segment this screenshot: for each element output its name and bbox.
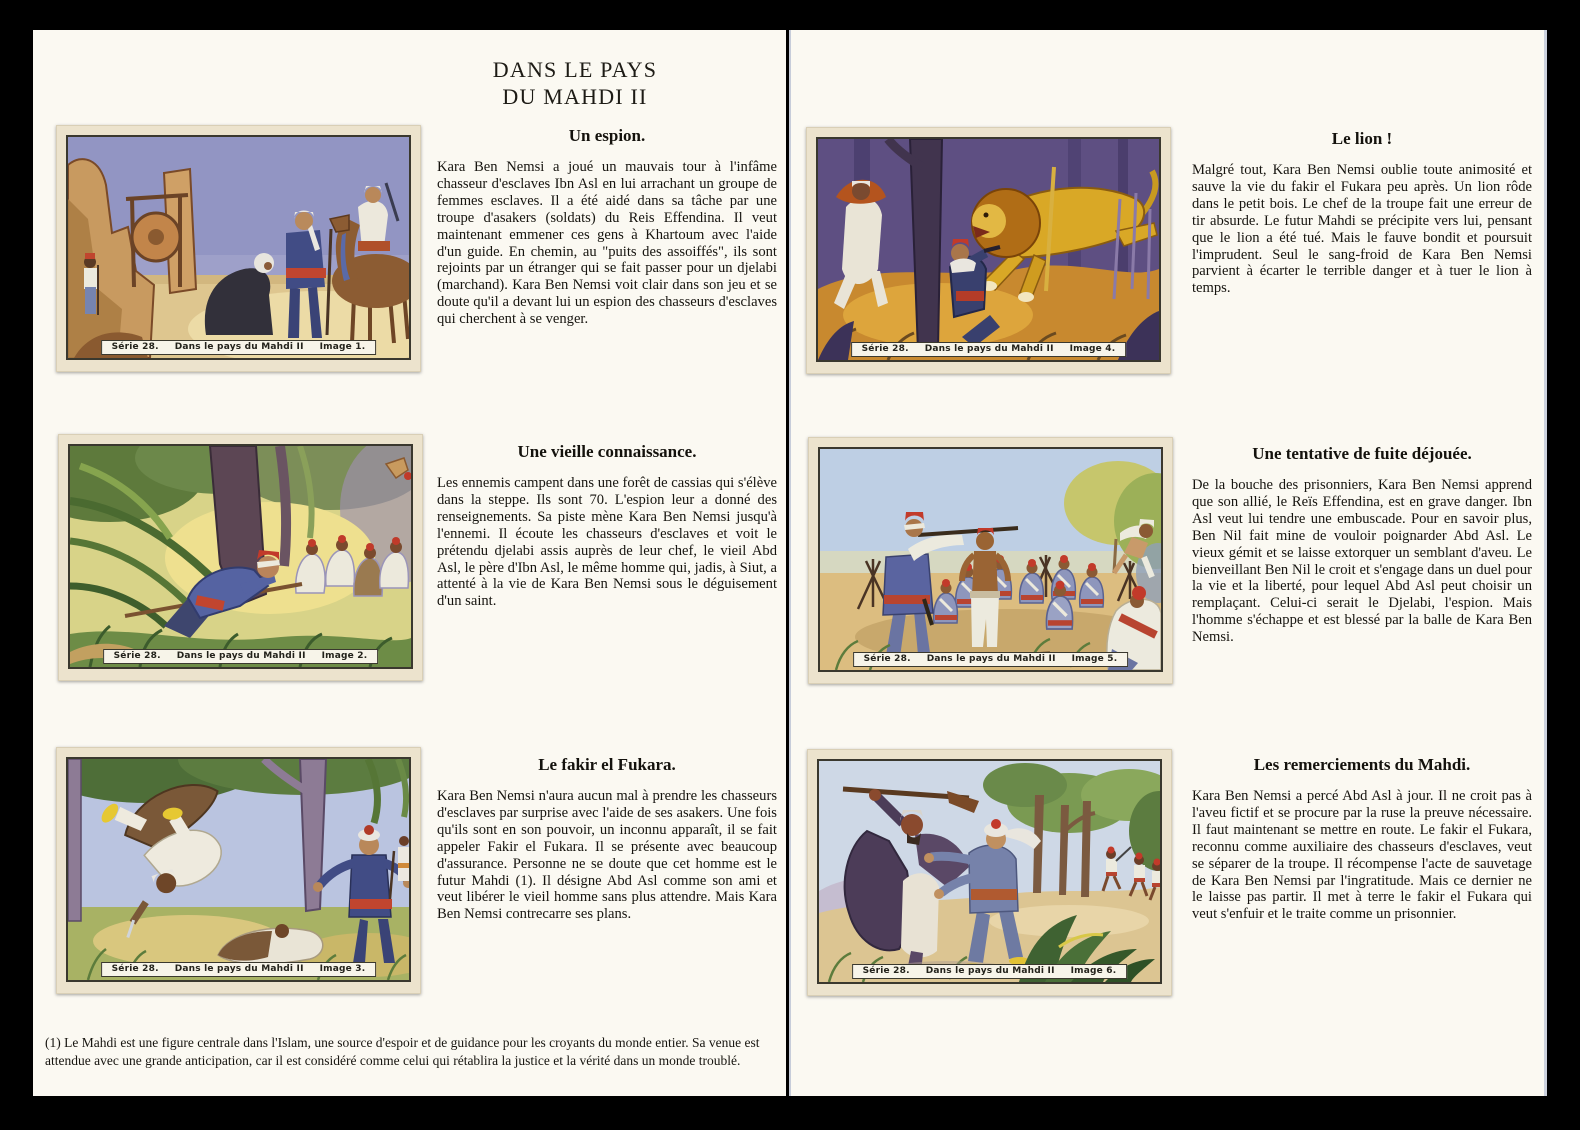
caption-series: Série 28. bbox=[861, 344, 909, 354]
card-image-6 bbox=[807, 749, 1172, 996]
caption-series: Série 28. bbox=[111, 342, 159, 352]
card-image-4 bbox=[806, 127, 1171, 374]
section-6-body: Kara Ben Nemsi a percé Abd Asl à jour. Il ne croit pas à l'aveu fictif et se procure par la ruse la preuve nécessaire. Il faut maintenant se mettre en route. Le fakir el Fukara, reconnu comme auxiliaire des chasseurs d'esclaves, veut se séparer de la troupe. Il récompense l'acte de sauvetage de Kara Ben Nemsi par l'ingratitude. Mais ce dernier ne le laisse pas partir. Il met à terre le fakir el Fukara qui veut s'enfuir et le traite comme un prisonnier. bbox=[1192, 788, 1532, 923]
caption-series: Série 28. bbox=[863, 654, 911, 664]
page-left bbox=[33, 30, 786, 1096]
card-5-artwork-camp bbox=[820, 449, 1161, 670]
card-image-5 bbox=[808, 437, 1173, 684]
caption-title: Dans le pays du Mahdi II bbox=[176, 651, 306, 661]
section-2-body: Les ennemis campent dans une forêt de cassias qui s'élève dans la steppe. Ils sont 70. L'espion leur a donné des renseignements. Sa piste mène Kara Ben Nemsi jusqu'à l'ennemi. Il écoute les chasseurs d'esclaves et voit le prétendu djelabi assis auprès de leur chef, le vieil Abd Asl, le père d'Ibn Asl, le même homme qui, jadis, à Siut, a attenté à la vie de Kara Ben Nemsi sous le déguisement d'un saint. bbox=[437, 475, 777, 610]
caption-image-number: Image 5. bbox=[1071, 654, 1118, 664]
caption-image-number: Image 4. bbox=[1069, 344, 1116, 354]
card-6-frame bbox=[817, 759, 1162, 984]
card-1-caption bbox=[101, 340, 377, 355]
card-4-caption bbox=[851, 342, 1127, 357]
card-3-frame bbox=[66, 757, 411, 982]
album-title bbox=[353, 56, 797, 110]
section-4-body: Malgré tout, Kara Ben Nemsi oublie toute animosité et sauve la vie du fakir el Fukara peu après. Un lion rôde dans le petit bois. Le chef de la troupe fait une erreur de tir absurde. Le futur Mahdi se précipite vers lui, pensant que le lion a été tué. Mais le fauve bondit et poursuit l'imprudent. Seul le sang-froid de Kara Ben Nemsi parvient à écarter le terrible danger et à tuer le lion à temps. bbox=[1192, 162, 1532, 297]
album-title-line2: DU MAHDI II bbox=[502, 84, 648, 109]
album-title-line1: DANS LE PAYS bbox=[492, 57, 658, 82]
section-3-body: Kara Ben Nemsi n'aura aucun mal à prendre les chasseurs d'esclaves par surprise avec l'aide de ses asakers. Une fois qu'ils sont en son pouvoir, un inconnu apparaît, il se fait appeler Fakir el Fukara. Il se présente avec beaucoup d'assurance. Personne ne se doute que cet homme est le futur Mahdi (1). Il désigne Abd Asl comme son ami et veut libérer le vieil homme sans plus attendre. Mais Kara Ben Nemsi contrecarre ses plans. bbox=[437, 788, 777, 923]
section-1-body: Kara Ben Nemsi a joué un mauvais tour à l'infâme chasseur d'esclaves Ibn Asl en lui arrachant un groupe de femmes esclaves. Il a été aidé dans sa tâche par une troupe d'asakers (soldats) du Reis Effendina. Il veut maintenant emmener ces gens à Khartoum avec l'aide d'un guide. En chemin, au "puits des assoiffés", ils sont rejoints par un étranger qui se fait passer pour un djelabi (marchand). Kara Ben Nemsi voit clair dans son jeu et se doute qu'il a devant lui un espion des chasseurs d'esclaves qui cherchent à se venger. bbox=[437, 159, 777, 328]
card-1-frame bbox=[66, 135, 411, 360]
footnote: (1) Le Mahdi est une figure centrale dans l'Islam, une source d'espoir et de guidance pour les croyants du monde entier. Sa venue est attendue avec une grande anticipation, car il est considéré comme celui qui rétablira la justice et la vérité dans un monde troublé. bbox=[45, 1035, 760, 1068]
caption-title: Dans le pays du Mahdi II bbox=[924, 344, 1054, 354]
section-5-heading: Une tentative de fuite déjouée. bbox=[1252, 444, 1472, 463]
card-3-artwork-thrown-man bbox=[68, 759, 409, 980]
card-2-artwork-forest-ambush bbox=[70, 446, 411, 667]
caption-title: Dans le pays du Mahdi II bbox=[174, 342, 304, 352]
card-6-artwork-struggle bbox=[819, 761, 1160, 982]
card-2-caption bbox=[103, 649, 379, 664]
section-4-heading: Le lion ! bbox=[1331, 129, 1393, 148]
caption-series: Série 28. bbox=[111, 964, 159, 974]
card-2-frame bbox=[68, 444, 413, 669]
caption-title: Dans le pays du Mahdi II bbox=[925, 966, 1055, 976]
card-4-artwork-leaping-lion bbox=[818, 139, 1159, 360]
card-5-caption bbox=[853, 652, 1129, 667]
caption-image-number: Image 1. bbox=[319, 342, 366, 352]
caption-series: Série 28. bbox=[862, 966, 910, 976]
card-image-3 bbox=[56, 747, 421, 994]
card-5-frame bbox=[818, 447, 1163, 672]
section-3-heading: Le fakir el Fukara. bbox=[538, 755, 676, 774]
caption-title: Dans le pays du Mahdi II bbox=[174, 964, 304, 974]
card-4-frame bbox=[816, 137, 1161, 362]
section-6-heading: Les remerciements du Mahdi. bbox=[1253, 755, 1471, 774]
caption-series: Série 28. bbox=[113, 651, 161, 661]
card-3-caption bbox=[101, 962, 377, 977]
section-5-body: De la bouche des prisonniers, Kara Ben Nemsi apprend que son allié, le Reïs Effendina, est en grave danger. Ibn Asl veut lui tendre une embuscade. Pour en savoir plus, Ben Nil fait mine de vouloir poignarder Abd Asl. Le vieux gémit et se laisse extorquer un semblant d'aveu. Le bienveillant Ben Nil le croit et s'engage dans un duel pour la vie et la liberté, pour lequel Abd Asl peut choisir un remplaçant. Celui-ci serait le Djelabi, l'espion. Mais l'homme s'échappe et est blessé par la balle de Kara Ben Nemsi. bbox=[1192, 477, 1532, 646]
caption-image-number: Image 3. bbox=[319, 964, 366, 974]
caption-title: Dans le pays du Mahdi II bbox=[926, 654, 1056, 664]
card-6-caption bbox=[852, 964, 1128, 979]
card-1-artwork-desert-well bbox=[68, 137, 409, 358]
caption-image-number: Image 2. bbox=[321, 651, 368, 661]
section-1-heading: Un espion. bbox=[568, 126, 646, 145]
card-image-1 bbox=[56, 125, 421, 372]
caption-image-number: Image 6. bbox=[1070, 966, 1117, 976]
section-2-heading: Une vieille connaissance. bbox=[517, 442, 697, 461]
card-image-2 bbox=[58, 434, 423, 681]
page-right bbox=[789, 30, 1547, 1096]
